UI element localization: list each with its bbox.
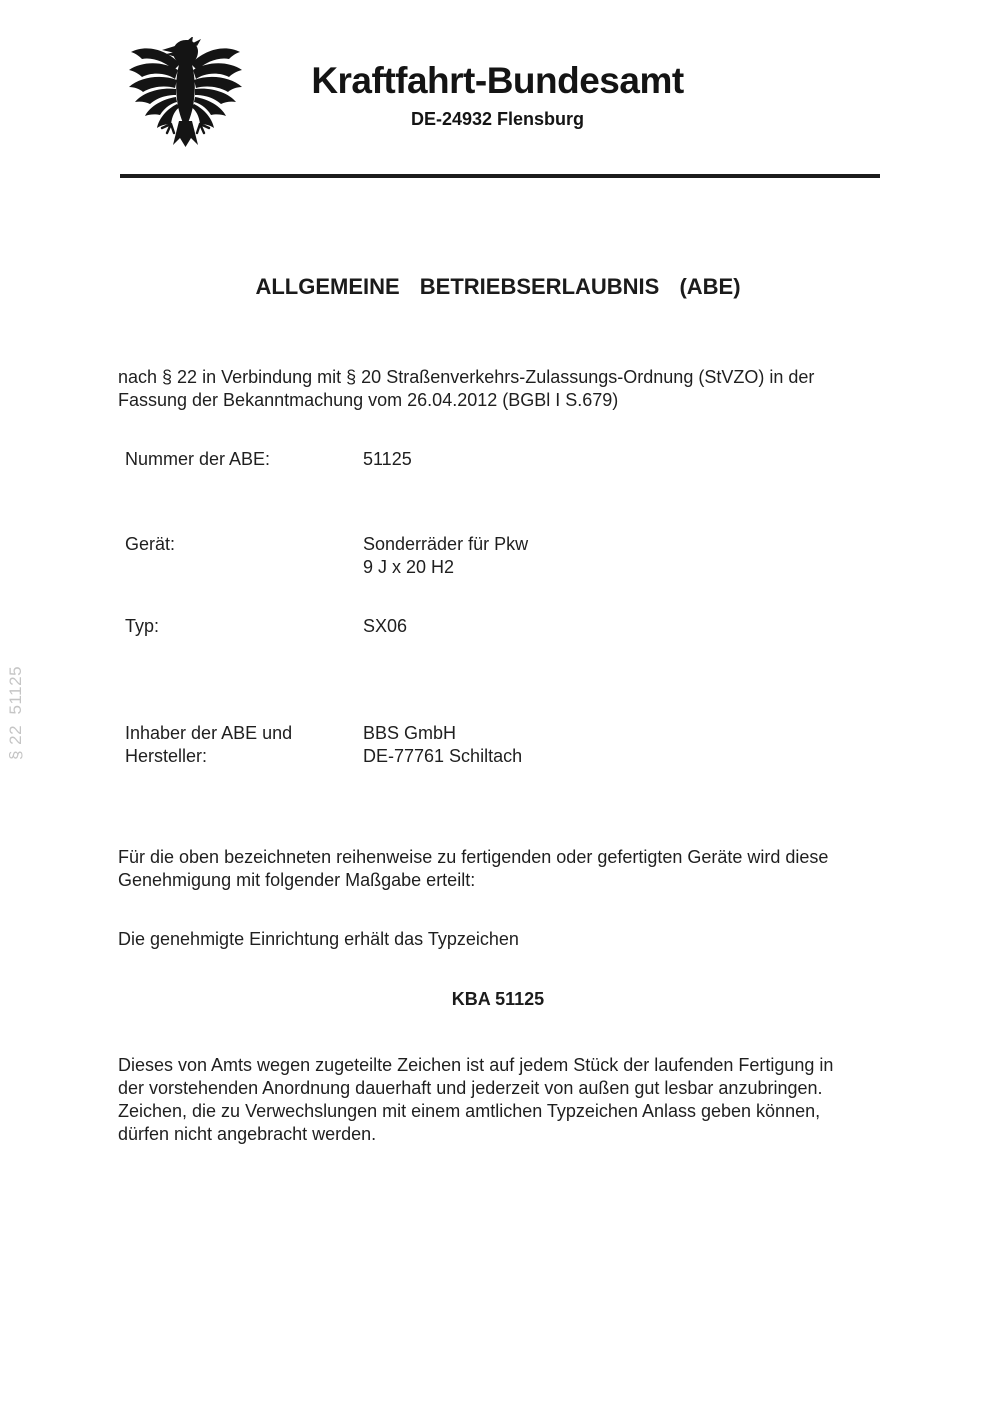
- paragraph-line: nach § 22 in Verbindung mit § 20 Straßenverkehrs-Zulassungs-Ordnung (StVZO) in der: [118, 367, 815, 387]
- type-mark-code: KBA 51125: [451, 989, 545, 1009]
- field-label: Nummer der ABE:: [125, 449, 271, 469]
- paragraph-line: der vorstehenden Anordnung dauerhaft und jederzeit von außen gut lesbar anzubringen.: [118, 1078, 823, 1098]
- paragraph-line: Die genehmigte Einrichtung erhält das Typzeichen: [118, 929, 519, 949]
- margin-reference-text: § 22 51125: [6, 665, 25, 760]
- paragraph-line: dürfen nicht angebracht werden.: [118, 1124, 377, 1144]
- header-divider: [120, 174, 880, 178]
- field-value: 51125: [363, 449, 412, 469]
- paragraph-line: Fassung der Bekanntmachung vom 26.04.2012 (BGBl I S.679): [118, 390, 619, 410]
- field-label: Gerät:: [125, 534, 176, 554]
- field-value-line: Sonderräder für Pkw: [363, 534, 529, 554]
- grant-paragraph: [118, 846, 888, 892]
- agency-name: Kraftfahrt-Bundesamt: [311, 60, 684, 101]
- agency-location: DE-24932 Flensburg: [410, 109, 585, 129]
- paragraph-line: Genehmigung mit folgender Maßgabe erteilt:: [118, 870, 476, 890]
- field-label-line: Inhaber der ABE und: [125, 723, 293, 743]
- paragraph-line: Dieses von Amts wegen zugeteilte Zeichen ist auf jedem Stück der laufenden Fertigung in: [118, 1055, 834, 1075]
- field-value-line: BBS GmbH: [363, 723, 457, 743]
- legal-basis-paragraph: [118, 366, 888, 412]
- federal-eagle-icon: [127, 37, 244, 148]
- field-label-line: Hersteller:: [125, 746, 208, 766]
- field-label: [125, 722, 355, 768]
- type-mark-intro: [118, 928, 888, 951]
- agency-header: [250, 62, 745, 130]
- document-title: ALLGEMEINE BETRIEBSERLAUBNIS (ABE): [255, 274, 741, 299]
- field-label: Typ:: [125, 616, 160, 636]
- marking-rules-paragraph: [118, 1054, 888, 1146]
- field-value: [363, 533, 783, 579]
- field-value: [363, 722, 783, 768]
- field-value-line: 9 J x 20 H2: [363, 557, 455, 577]
- field-value: SX06: [363, 616, 408, 636]
- paragraph-line: Zeichen, die zu Verwechslungen mit einem amtlichen Typzeichen Anlass geben können,: [118, 1101, 821, 1121]
- paragraph-line: Für die oben bezeichneten reihenweise zu fertigenden oder gefertigten Geräte wird diese: [118, 847, 829, 867]
- field-value-line: DE-77761 Schiltach: [363, 746, 523, 766]
